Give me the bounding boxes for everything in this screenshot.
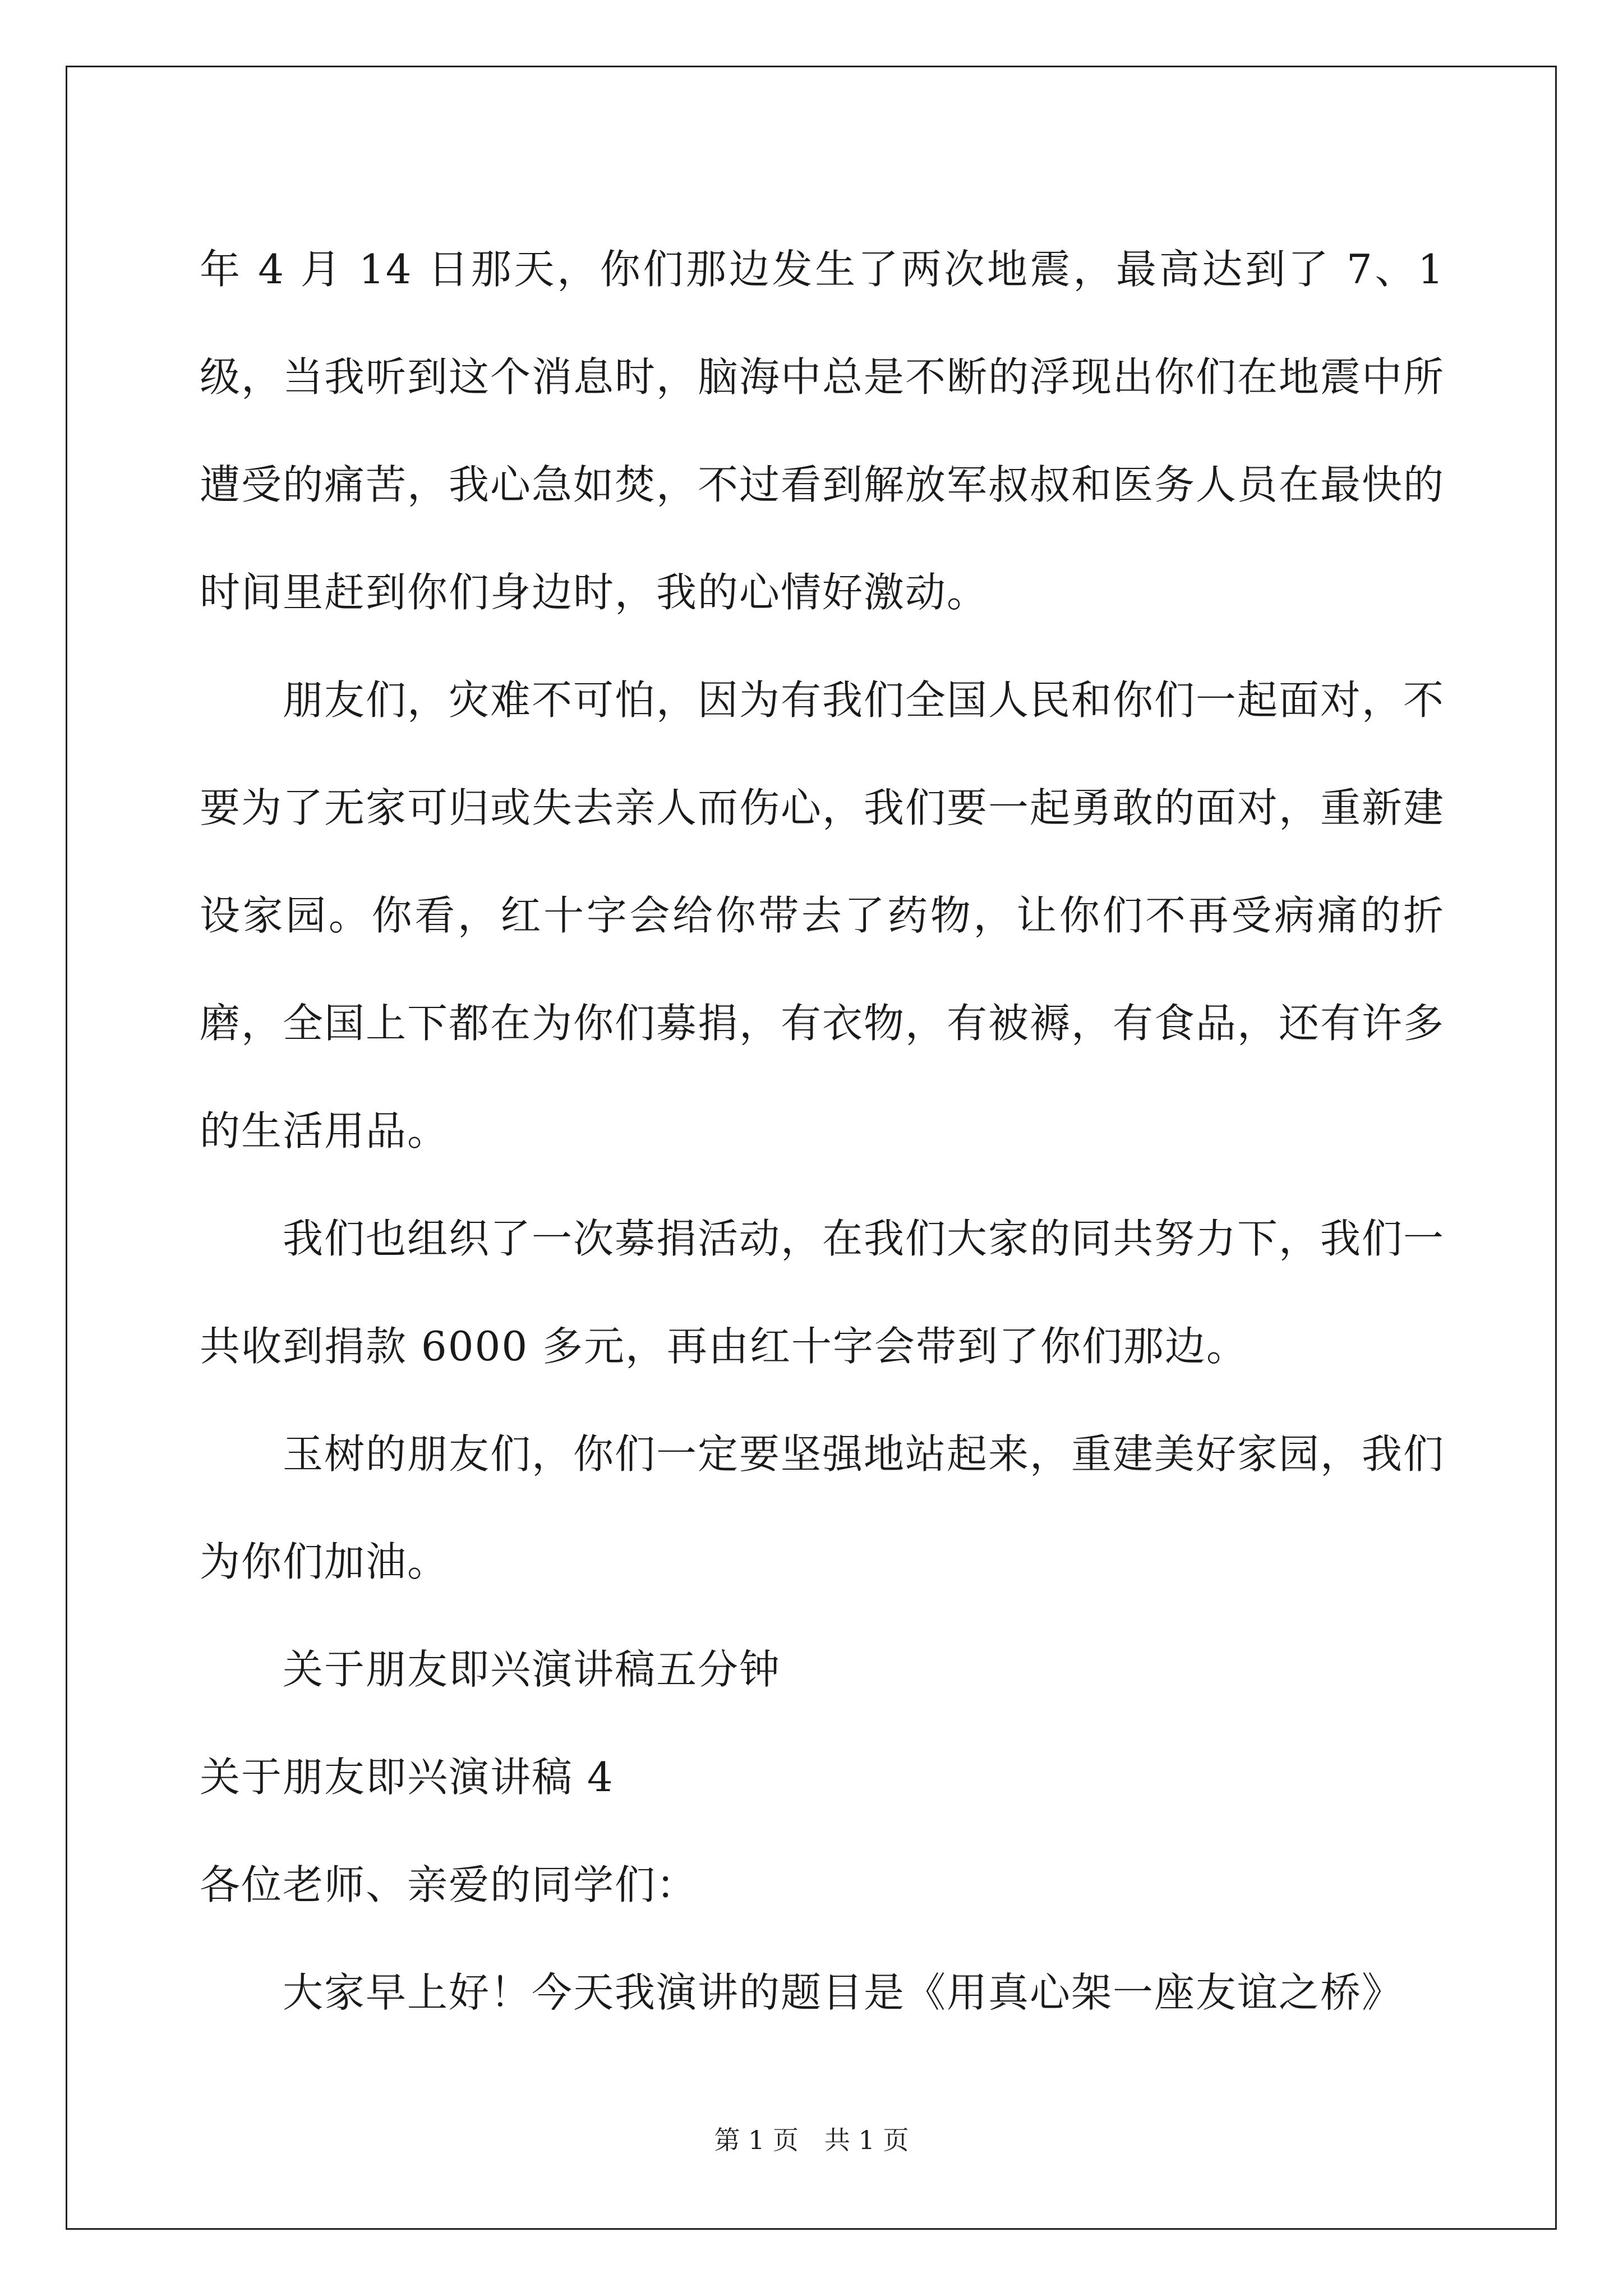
page-total: 共 1 页 [824, 2125, 909, 2155]
paragraph-disaster-not-scary: 朋友们，灾难不可怕，因为有我们全国人民和你们一起面对，不要为了无家可归或失去亲人而伤心，我们要一起勇敢的面对，重新建设家园。你看，红十字会给你带去了药物，让你们不再受病痛的折磨，全国上下都在为你们募捐，有衣物，有被褥，有食品，还有许多的生活用品。 [200, 677, 1445, 1154]
document-body [200, 215, 1445, 2046]
salutation: 各位老师、亲爱的同学们： [200, 1861, 698, 1908]
paragraph-greeting-topic: 大家早上好！今天我演讲的题目是《用真心架一座友谊之桥》 [283, 1969, 1404, 2016]
paragraph-donation-activity: 我们也组织了一次募捐活动，在我们大家的同共努力下，我们一共收到捐款 6000 多元，再由红十字会带到了你们那边。 [200, 1215, 1445, 1370]
page-number: 第 1 页 [714, 2125, 799, 2155]
speech-heading-4: 关于朋友即兴演讲稿 4 [200, 1754, 614, 1801]
section-title-five-minutes: 关于朋友即兴演讲稿五分钟 [283, 1646, 781, 1693]
paragraph-yushu-friends: 玉树的朋友们，你们一定要坚强地站起来，重建美好家园，我们为你们加油。 [200, 1430, 1445, 1585]
page-footer [0, 2123, 1623, 2157]
paragraph-earthquake-news: 年 4 月 14 日那天，你们那边发生了两次地震，最高达到了 7、1 级，当我听到这个消息时，脑海中总是不断的浮现出你们在地震中所遭受的痛苦，我心急如焚，不过看到解放军叔叔和医务人员在最快的时间里赶到你们身边时，我的心情好激动。 [200, 246, 1445, 616]
